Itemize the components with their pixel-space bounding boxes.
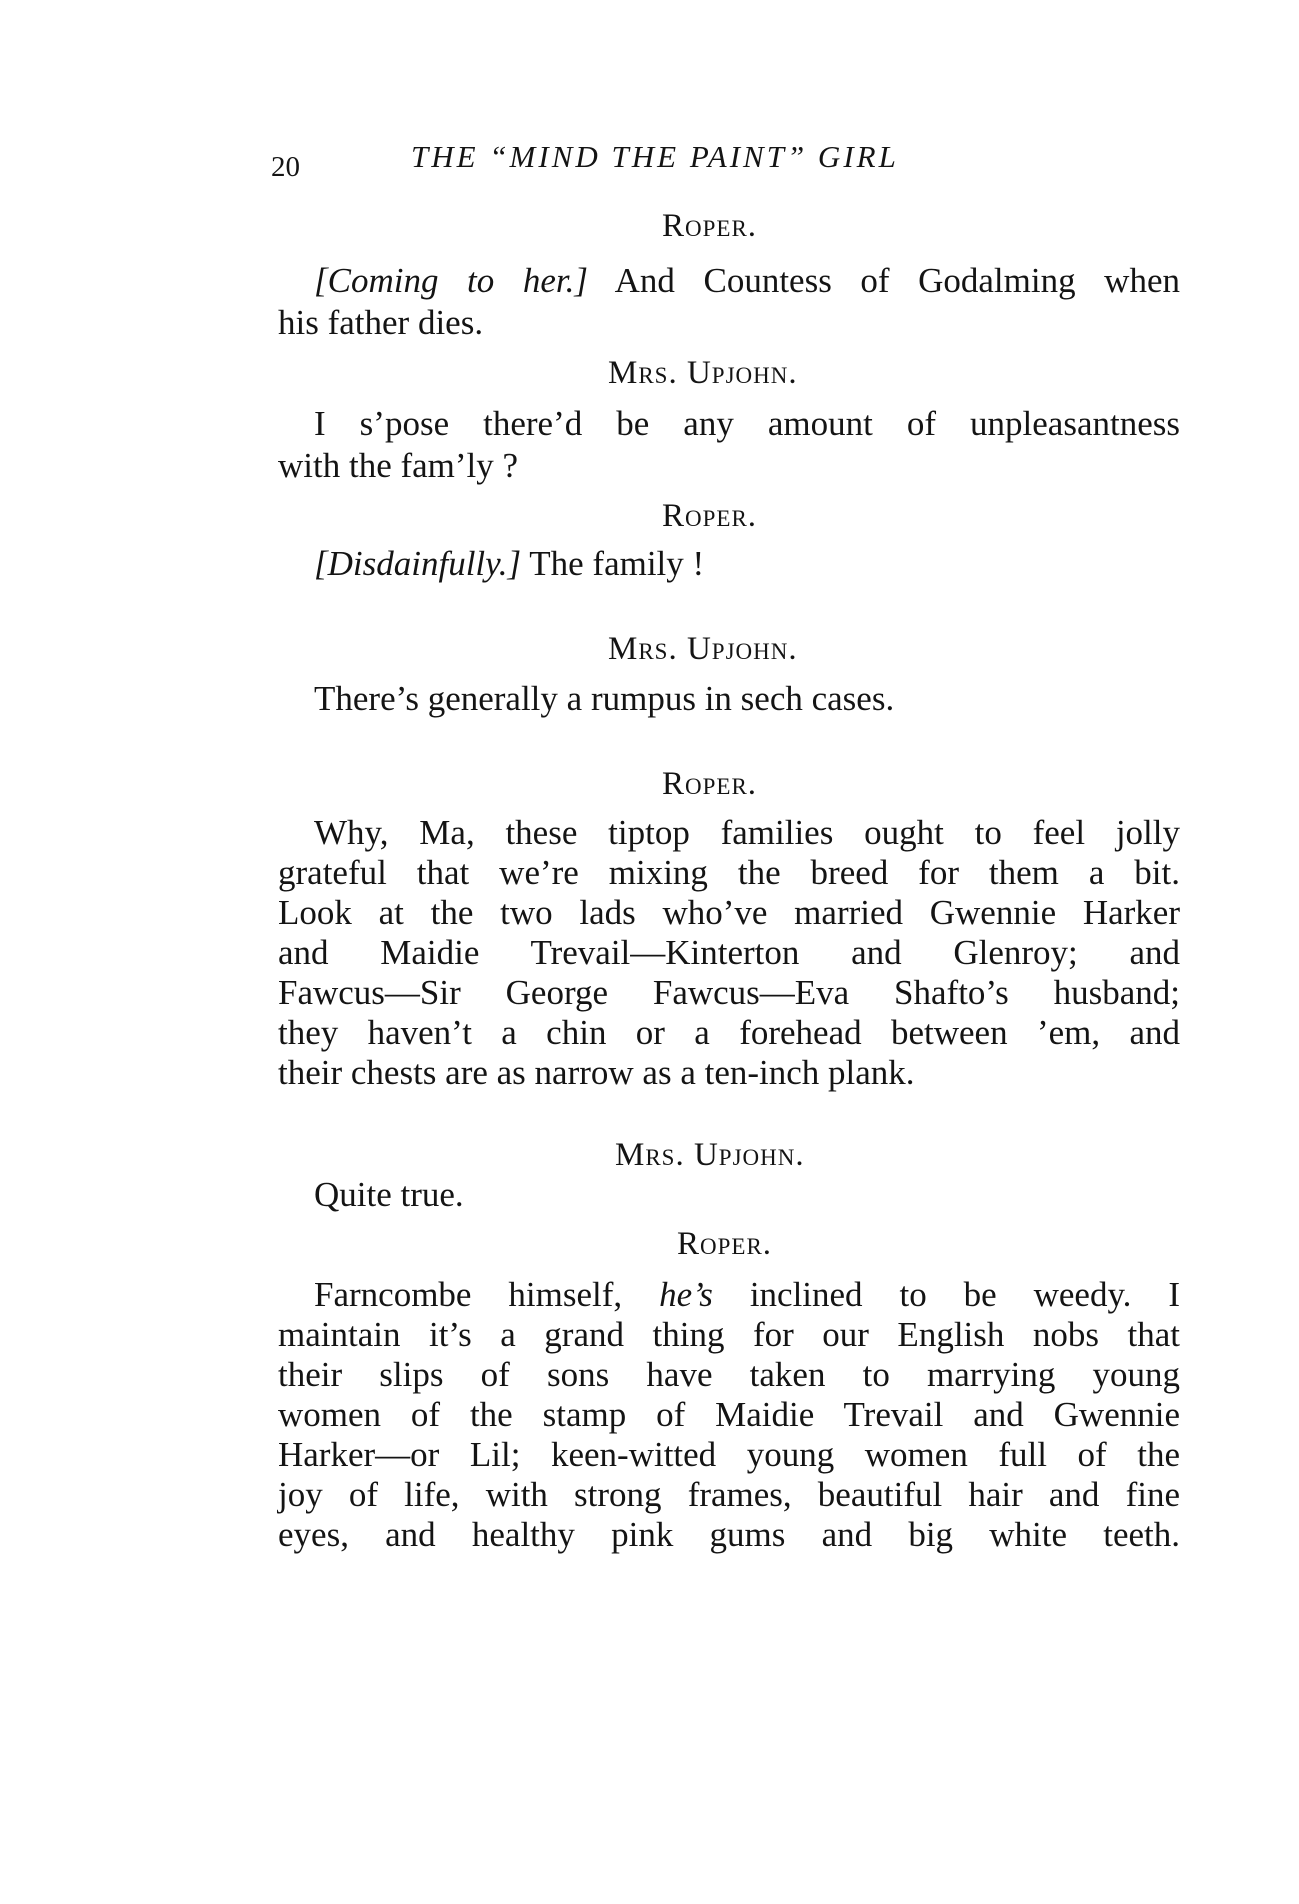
speaker-name: Roper. [662,498,758,534]
emphasis: he’s [659,1275,713,1314]
dialogue-line [314,261,1180,301]
dialogue-line [314,1275,1180,1315]
dialogue-line: with the fam’ly ? [278,446,519,485]
dialogue-text: inclined to be weedy. I [749,1275,1181,1314]
dialogue-line: Why, Ma, these tiptop families ought to feel jolly [314,813,1180,852]
speaker-name: Mrs. Upjohn. [608,631,798,667]
dialogue-line: their chests are as narrow as a ten-inch plank. [278,1053,915,1092]
dialogue-line: Quite true. [314,1175,464,1214]
dialogue-line: Fawcus—Sir George Fawcus—Eva Shafto’s husband; [278,973,1180,1012]
speaker-name: Roper. [677,1226,773,1262]
speaker-name: Mrs. Upjohn. [608,355,798,391]
dialogue-line: and Maidie Trevail—Kinterton and Glenroy; and [278,933,1180,972]
dialogue-line: they haven’t a chin or a forehead between ’em, and [278,1013,1180,1052]
dialogue-line: joy of life, with strong frames, beautiful hair and fine [278,1475,1180,1514]
dialogue-line: their slips of sons have taken to marrying young [278,1355,1180,1394]
speaker-name: Roper. [662,208,758,244]
dialogue-line: There’s generally a rumpus in sech cases. [314,679,895,718]
dialogue-line: eyes, and healthy pink gums and big white teeth. [278,1515,1180,1554]
page-number: 20 [271,151,300,183]
dialogue-line: maintain it’s a grand thing for our English nobs that [278,1315,1180,1354]
dialogue-line: his father dies. [278,303,484,342]
dialogue-line [314,544,1180,584]
speaker-name: Roper. [662,766,758,802]
dialogue-text: The family ! [529,544,705,583]
dialogue-line: women of the stamp of Maidie Trevail and Gwennie [278,1395,1180,1434]
dialogue-line: Harker—or Lil; keen-witted young women full of the [278,1435,1180,1474]
speaker-name: Mrs. Upjohn. [615,1137,805,1173]
dialogue-text: Farncombe himself, [314,1275,623,1314]
dialogue-text: And Countess of Godalming when [614,261,1180,300]
page-header [271,137,1241,187]
running-title: THE “MIND THE PAINT” GIRL [411,139,899,174]
stage-direction: [Disdainfully.] [314,544,522,583]
dialogue-line: grateful that we’re mixing the breed for them a bit. [278,853,1180,892]
stage-direction: [Coming to her.] [314,261,588,300]
dialogue-line: Look at the two lads who’ve married Gwennie Harker [278,893,1180,932]
dialogue-line: I s’pose there’d be any amount of unpleasantness [314,404,1180,443]
